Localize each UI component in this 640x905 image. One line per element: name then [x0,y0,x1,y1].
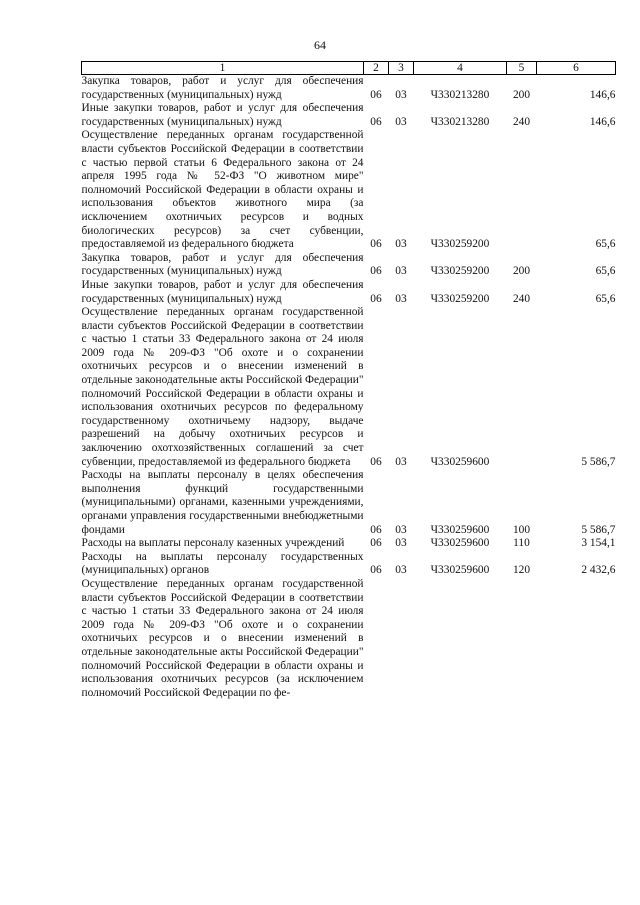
subsection-code: 03 [395,292,407,305]
table-row [82,537,616,551]
subsection-code: 03 [395,265,407,278]
budget-table [81,61,616,700]
expense-description: Расходы на выплаты персоналу государственных (муниципальных) органов [81,550,364,577]
column-header: 4 [414,62,507,75]
expense-description: Расходы на выплаты персоналу в целях обеспечения выполнения функций государственными (муниципальными) органами, казенными учреждениями, органами управления государственными внебюджетными фондами [81,469,364,536]
expense-type-code: 120 [512,564,531,577]
section-code: 06 [370,238,382,251]
target-article-code: Ч330259600 [430,564,490,577]
section-code: 06 [370,115,382,128]
table-row [82,306,616,469]
expense-type-code: 100 [512,523,531,536]
subsection-code: 03 [395,537,407,550]
amount: 2 432,6 [581,564,616,577]
expense-type-code: 200 [512,265,531,278]
section-code [364,578,389,700]
target-article-code: Ч330259200 [430,292,490,305]
subsection-code: 03 [395,88,407,101]
target-article-code: Ч330259200 [430,265,490,278]
column-header: 2 [364,62,389,75]
subsection-code: 03 [395,564,407,577]
subsection-code: 03 [395,115,407,128]
column-header: 3 [389,62,414,75]
amount: 146,6 [589,115,616,128]
target-article-code: Ч330259200 [430,238,490,251]
amount: 3 154,1 [581,537,616,550]
expense-description: Осуществление переданных органам государственной власти субъектов Российской Федерации в соответствии с частью 1 статьи 33 Федерального закона от 24 июля 2009 года № 209-ФЗ "Об охоте и о сохранении охотничьих ресурсов и о внесении изменений в отдельные законодательные акты Российской Федерации" полномочий Российской Федерации в области охраны и использования охотничьих ресурсов (за исключением полномочий Российской Федерации по фе- [81,577,364,699]
expense-description: Закупка товаров, работ и услуг для обеспечения государственных (муниципальных) нужд [81,251,364,278]
column-header: 6 [537,62,616,75]
section-code: 06 [370,292,382,305]
target-article-code [414,578,507,700]
amount [537,578,616,700]
expense-description: Иные закупки товаров, работ и услуг для обеспечения государственных (муниципальных) нужд [81,278,364,305]
expense-type-code: 200 [512,88,531,101]
expense-type-code: 240 [512,115,531,128]
amount: 65,6 [595,292,616,305]
section-code: 06 [370,564,382,577]
expense-description: Закупка товаров, работ и услуг для обеспечения государственных (муниципальных) нужд [81,75,364,101]
column-header: 5 [507,62,537,75]
expense-type-code: 240 [512,292,531,305]
page-number: 64 [314,38,326,52]
table-row [82,75,616,103]
subsection-code [389,578,414,700]
amount: 5 586,7 [581,455,616,468]
expense-description: Осуществление переданных органам государственной власти субъектов Российской Федерации в соответствии с частью 1 статьи 33 Федерального закона от 24 июля 2009 года № 209-ФЗ "Об охоте и о сохранении охотничьих ресурсов и о внесении изменений в отдельные законодательные акты Российской Федерации" полномочий Российской Федерации в области охраны и использования охотничьих ресурсов по федеральному государственному охотничьему надзору, выдаче разрешений на добычу охотничьих ресурсов и заключению охотхозяйственных соглашений за счет субвенции, предоставляемой из федерального бюджета [81,306,364,468]
section-code: 06 [370,265,382,278]
expense-type-code [507,129,537,251]
section-code: 06 [370,455,382,468]
amount: 146,6 [589,88,616,101]
expense-description: Иные закупки товаров, работ и услуг для обеспечения государственных (муниципальных) нужд [81,102,364,128]
section-code: 06 [370,537,382,550]
target-article-code: Ч330213280 [430,115,490,128]
amount: 5 586,7 [581,523,616,536]
table-row [82,578,616,700]
section-code: 06 [370,88,382,101]
amount: 65,6 [595,238,616,251]
table-header-row [82,62,616,75]
expense-description: Осуществление переданных органам государственной власти субъектов Российской Федерации в соответствии с частью первой статьи 6 Федерального закона от 24 апреля 1995 года № 52-ФЗ "О животном мире" полномочий Российской Федерации в области охраны и использования объектов животного мира (за исключением охотничьих ресурсов и водных биологических ресурсов) за счет субвенции, предоставляемой из федерального бюджета [81,129,364,251]
expense-description: Расходы на выплаты персоналу казенных учреждений [81,537,345,550]
section-code: 06 [370,523,382,536]
target-article-code: Ч330259600 [430,537,490,550]
column-header: 1 [82,62,364,75]
table-row [82,551,616,578]
table-row [82,102,616,129]
expense-type-code [507,578,537,700]
subsection-code: 03 [395,238,407,251]
expense-type-code: 110 [513,537,530,550]
target-article-code: Ч330259600 [430,455,490,468]
subsection-code: 03 [395,523,407,536]
target-article-code: Ч330213280 [430,88,490,101]
amount: 65,6 [595,265,616,278]
table-row [82,279,616,306]
table-row [82,129,616,251]
table-row [82,252,616,279]
subsection-code: 03 [395,455,407,468]
table-row [82,469,616,537]
expense-type-code [507,306,537,469]
target-article-code: Ч330259600 [430,523,490,536]
